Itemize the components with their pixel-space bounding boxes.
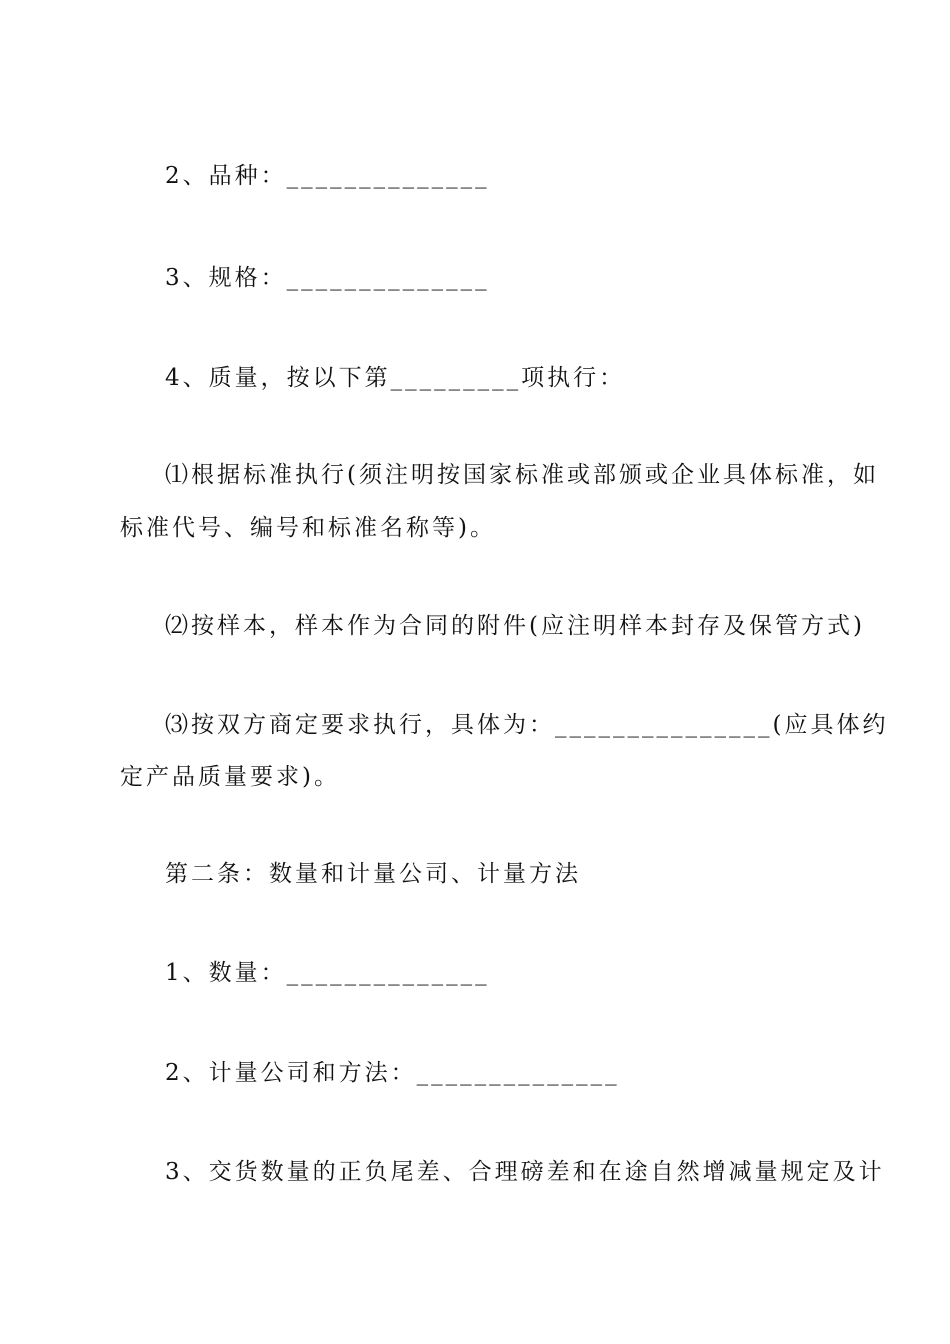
- measure-method-item: 2、计量公司和方法：______________: [165, 1060, 620, 1086]
- quality-option-2: ⑵按样本，样本作为合同的附件(应注明样本封存及保管方式): [165, 613, 865, 639]
- quality-option-3-continued: 定产品质量要求)。: [120, 764, 340, 790]
- quality-option-1: ⑴根据标准执行(须注明按国家标准或部颁或企业具体标准，如: [165, 462, 879, 488]
- quality-option-1-continued: 标准代号、编号和标准名称等)。: [120, 515, 496, 541]
- article-2-heading: 第二条：数量和计量公司、计量方法: [165, 861, 581, 887]
- item-spec: 3、规格：______________: [165, 265, 490, 291]
- quality-option-3: ⑶按双方商定要求执行，具体为：_______________(应具体约: [165, 712, 889, 738]
- item-quality: 4、质量，按以下第_________项执行：: [165, 365, 626, 391]
- item-variety: 2、品种：______________: [165, 163, 490, 189]
- quantity-item: 1、数量：______________: [165, 960, 490, 986]
- delivery-tolerance-item: 3、交货数量的正负尾差、合理磅差和在途自然增减量规定及计: [165, 1159, 885, 1185]
